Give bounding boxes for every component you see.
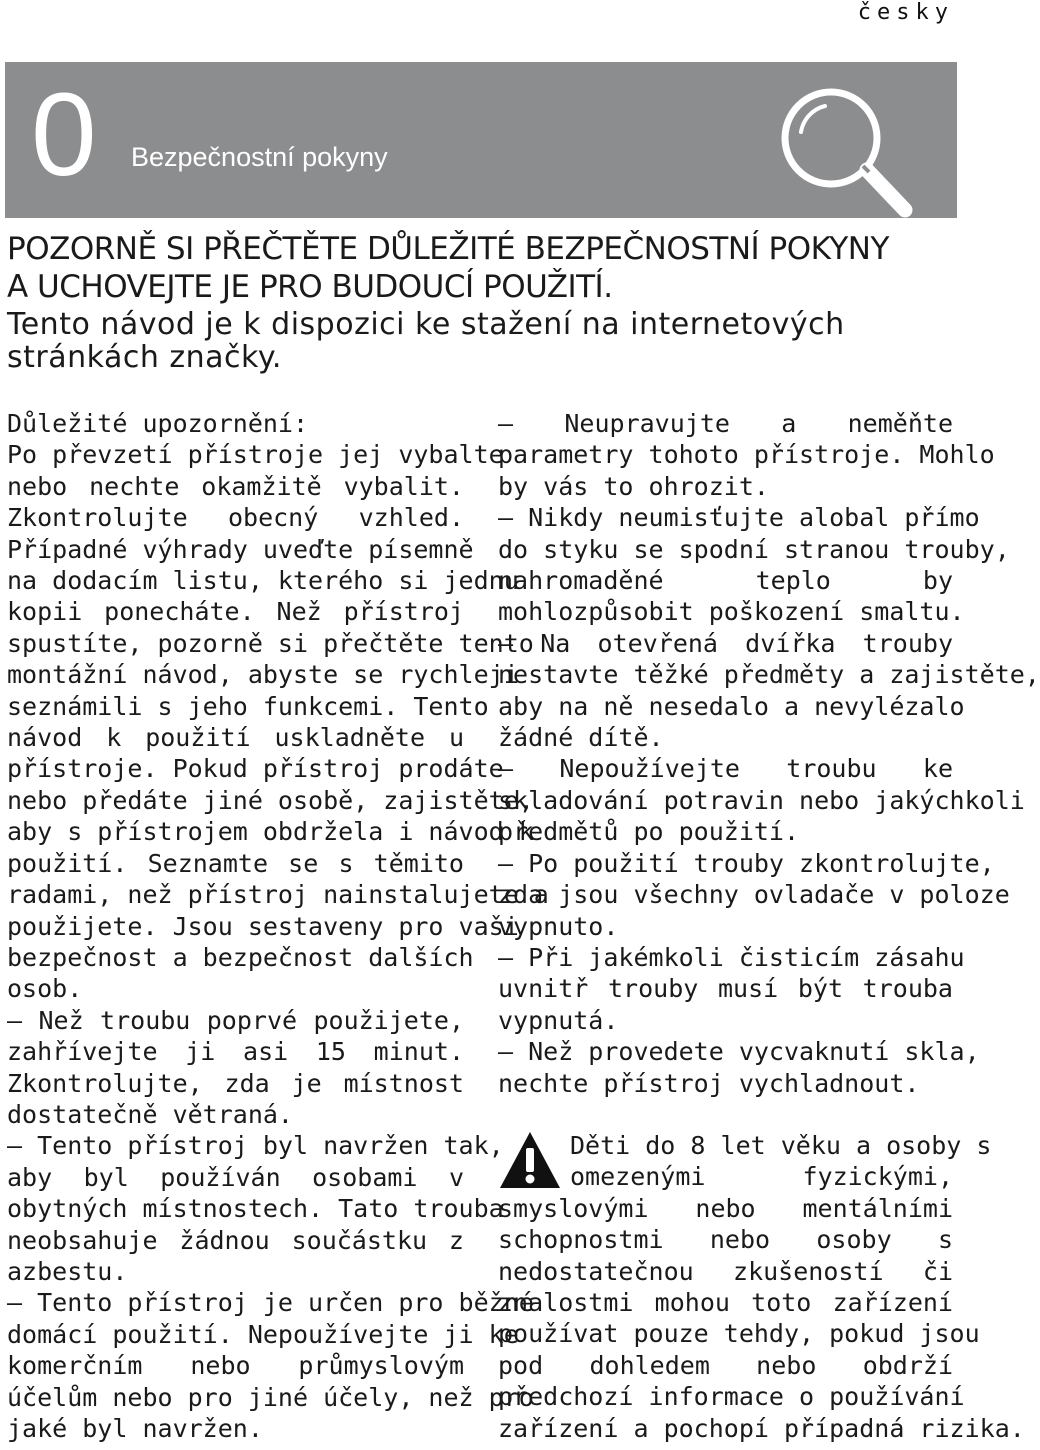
safety-headline [7,230,952,306]
download-note [7,308,952,374]
text-line: — Neupravujte a neměňte [498,409,953,438]
text-line: účelům nebo pro jiné účely, než pro [7,1382,534,1412]
text-line: obytných místnostech. Tato trouba [7,1194,504,1224]
warning-block [498,1130,1025,1444]
text-line: návod k použití uskladněte u [7,723,464,753]
left-column [7,408,549,1444]
text-line: Zkontrolujte, zda je místnost [7,1068,464,1098]
text-line: nedostatečnou zkušeností či [498,1256,953,1286]
download-note-line-1: Tento návod je k dispozici ke stažení na internetových [7,307,845,342]
text-line: jaké byl navržen. [7,1414,263,1443]
text-line: — Nikdy neumisťujte alobal přímo [498,503,980,533]
text-line: by vás to ohrozit. [498,471,769,501]
text-line: zahřívejte ji asi 15 minut. [7,1037,464,1067]
text-line: zda jsou všechny ovladače v poloze [498,880,1010,910]
text-line: předmětů po použití. [498,817,800,847]
text-line: používat pouze tehdy, pokud jsou [498,1319,980,1349]
text-line: osob. [7,974,83,1004]
text-line: — Při jakémkoli čisticím zásahu [498,942,965,972]
text-line: dostatečně větraná. [7,1099,293,1129]
magnifier-icon [773,80,923,218]
text-line: nebo předáte jiné osobě, zajistěte, [7,785,534,815]
text-line: použití. Seznamte se s těmito [7,848,464,878]
text-line: znalostmi mohou toto zařízení [498,1288,953,1318]
text-line: Po převzetí přístroje jej vybalte [7,440,504,470]
text-line: omezenými fyzickými, [570,1162,953,1192]
text-line: na dodacím listu, kterého si jednu [7,566,519,596]
text-line: kopii ponecháte. Než přístroj [7,597,464,627]
text-line: neobsahuje žádnou součástku z [7,1225,464,1255]
text-line: komerčním nebo průmyslovým [7,1351,464,1381]
text-line: pod dohledem nebo obdrží [498,1350,953,1380]
text-line: přístroje. Pokud přístroj prodáte [7,754,504,784]
chapter-title: Bezpečnostní pokyny [131,142,388,172]
headline-line-1: POZORNĚ SI PŘEČTĚTE DŮLEŽITÉ BEZPEČNOSTNÍ POKYNY [7,231,889,267]
text-line: radami, než přístroj nainstalujete a [7,880,549,910]
text-line: použijete. Jsou sestaveny pro vaši [7,911,519,941]
text-line: nebo nechte okamžitě vybalit. [7,471,464,501]
text-line: aby na ně nesedalo a nevylézalo [498,691,965,721]
text-line: seznámili s jeho funkcemi. Tento [7,691,489,721]
text-line: zařízení a pochopí případná rizika. [498,1413,1025,1443]
text-line: nahromaděné teplo by [498,566,953,596]
chapter-banner [5,62,957,218]
text-line: — Než provedete vycvaknutí skla, [498,1037,980,1067]
download-note-line-2: stránkách značky. [7,340,282,375]
text-line: bezpečnost a bezpečnost dalších [7,942,474,972]
text-line: domácí použití. Nepoužívejte ji ke [7,1319,519,1349]
text-line: Případné výhrady uveďte písemně [7,534,474,564]
text-line: smyslovými nebo mentálními [498,1193,953,1223]
right-column [498,408,1040,1099]
text-line: schopnostmi nebo osoby s [498,1225,953,1255]
chapter-number: 0 [31,69,97,201]
text-line: nestavte těžké předměty a zajistěte, [498,660,1040,690]
text-line: — Na otevřená dvířka trouby [498,628,953,658]
text-line: nechte přístroj vychladnout. [498,1068,920,1098]
text-line: mohlozpůsobit poškození smaltu. [498,597,965,627]
language-label: česky [857,0,954,25]
text-line: předchozí informace o používání [498,1382,965,1412]
text-line: žádné dítě. [498,723,664,753]
text-line: uvnitř trouby musí být trouba [498,974,953,1004]
text-line: spustíte, pozorně si přečtěte tento [7,628,534,658]
text-line: Děti do 8 let věku a osoby s [570,1131,992,1160]
text-line: — Než troubu poprvé použijete, [7,1005,464,1035]
text-line: Zkontrolujte obecný vzhled. [7,503,464,533]
text-line: montážní návod, abyste se rychleji [7,660,519,690]
text-line: — Nepoužívejte troubu ke [498,754,953,784]
text-line: — Tento přístroj byl navržen tak, [7,1131,504,1161]
text-line: aby byl používán osobami v [7,1162,464,1192]
text-line: vypnuto. [498,911,619,941]
text-line: Důležité upozornění: [7,409,309,438]
text-line: do styku se spodní stranou trouby, [498,534,1010,564]
text-line: aby s přístrojem obdržela i návod k [7,817,534,847]
text-line: — Tento přístroj je určen pro běžné [7,1288,534,1318]
warning-text [498,1130,1025,1444]
headline-line-2: A UCHOVEJTE JE PRO BUDOUCÍ POUŽITÍ. [7,269,613,305]
text-line: azbestu. [7,1256,128,1286]
text-line: skladování potravin nebo jakýchkoli [498,785,1025,815]
text-line: — Po použití trouby zkontrolujte, [498,848,995,878]
text-line: parametry tohoto přístroje. Mohlo [498,440,995,470]
text-line: vypnutá. [498,1005,619,1035]
